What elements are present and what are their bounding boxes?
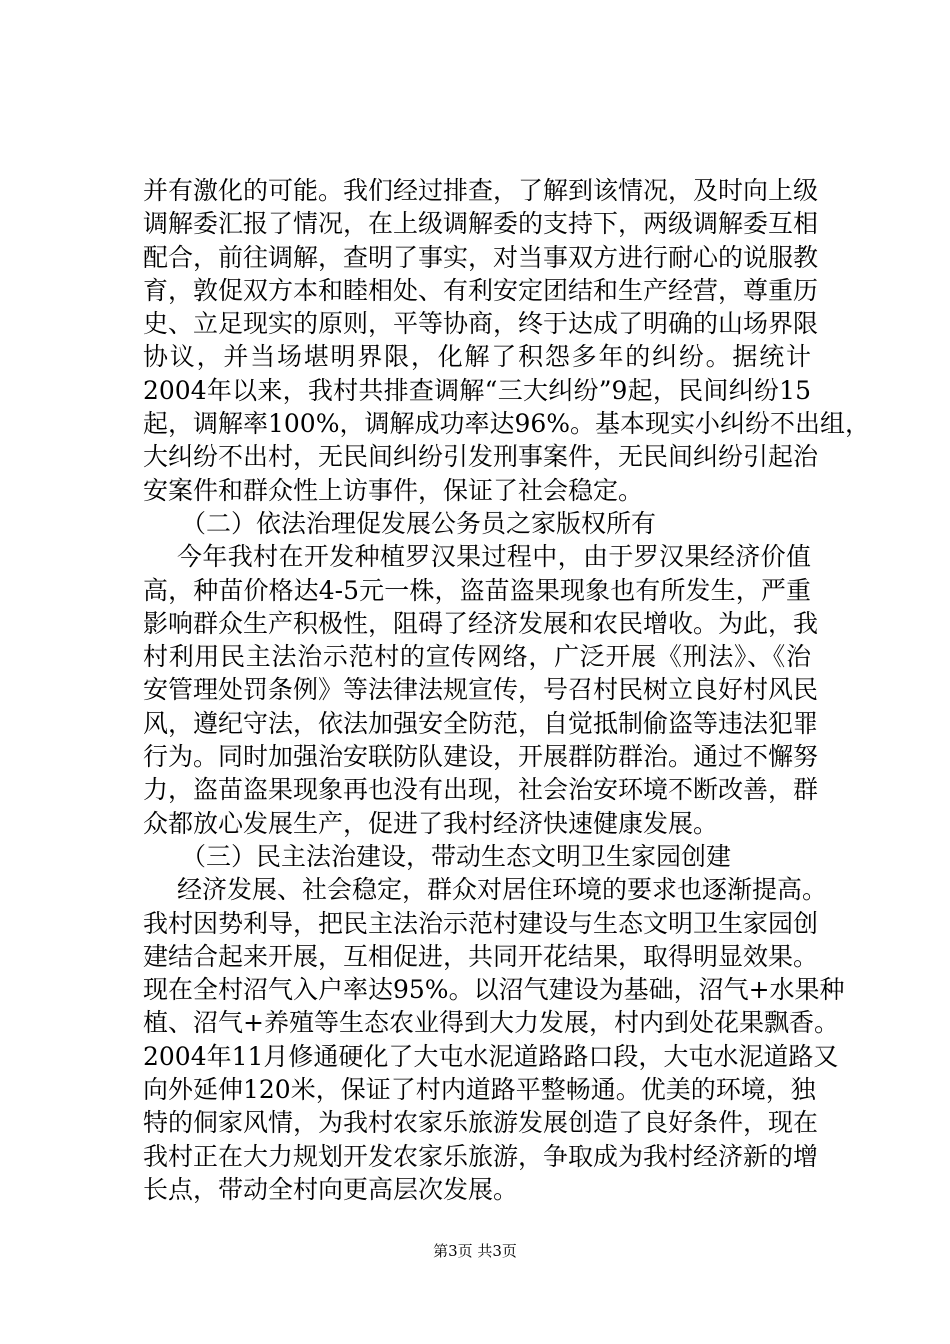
text-line: 向外延伸120米，保证了村内道路平整畅通。优美的环境，独 [143,1075,816,1105]
text-line: 我村因势利导，把民主法治示范村建设与生态文明卫生家园创 [143,908,819,938]
text-line: 起，调解率100%，调解成功率达96%。基本现实小纠纷不出组， [143,409,871,439]
text-line: 现在全村沼气入户率达95%。以沼气建设为基础，沼气+水果种 [143,975,845,1005]
text-line: 高，种苗价格达4-5元一株，盗苗盗果现象也有所发生，严重 [143,575,811,605]
text-line: 特的侗家风情，为我村农家乐旅游发展创造了良好条件，现在 [143,1108,819,1138]
text-line: 影响群众生产积极性，阻碍了经济发展和农民增收。为此，我 [143,608,819,638]
text-line: 安案件和群众性上访事件，保证了社会稳定。 [143,475,644,505]
text-line: 力，盗苗盗果现象再也没有出现，社会治安环境不断改善，群 [143,775,819,805]
text-line: 行为。同时加强治安联防队建设，开展群防群治。通过不懈努 [143,742,819,772]
text-line: 并有激化的可能。我们经过排查，了解到该情况，及时向上级 [143,176,819,205]
text-line: 植、沼气+养殖等生态农业得到大力发展，村内到处花果飘香。 [143,1008,839,1038]
text-line: 大纠纷不出村，无民间纠纷引发刑事案件，无民间纠纷引起治 [143,442,819,472]
text-line: 村利用民主法治示范村的宣传网络，广泛开展《刑法》、《治 [143,642,811,672]
section-heading: （三）民主法治建设，带动生态文明卫生家园创建 [181,841,732,871]
body-text [143,174,871,1206]
text-line: 众都放心发展生产，促进了我村经济快速健康发展。 [143,808,719,838]
page-footer [0,1241,950,1261]
text-line: 协议，并当场堪明界限，化解了积怨多年的纠纷。据统计 [143,342,811,372]
text-line: 今年我村在开发种植罗汉果过程中，由于罗汉果经济价值 [177,542,811,572]
text-line: 建结合起来开展，互相促进，共同开花结果，取得明显效果。 [143,941,819,971]
text-line: 史、立足现实的原则，平等协商，终于达成了明确的山场界限 [143,309,819,339]
text-line: 我村正在大力规划开发农家乐旅游，争取成为我村经济新的增 [143,1141,819,1171]
text-line: 育，敦促双方本和睦相处、有利安定团结和生产经营，尊重历 [143,275,819,305]
text-line: 调解委汇报了情况，在上级调解委的支持下，两级调解委互相 [143,209,819,239]
text-line: 2004年11月修通硬化了大屯水泥道路路口段，大屯水泥道路又 [143,1041,839,1071]
text-line: 配合，前往调解，查明了事实，对当事双方进行耐心的说服教 [143,242,819,272]
text-line: 安管理处罚条例》等法律法规宣传，号召村民树立良好村风民 [143,675,819,705]
text-line: 风，遵纪守法，依法加强安全防范，自觉抵制偷盗等违法犯罪 [143,708,819,738]
section-heading: （二）依法治理促发展公务员之家版权所有 [181,508,657,538]
page-number: 第3页 共3页 [433,1242,517,1260]
text-line: 经济发展、社会稳定，群众对居住环境的要求也逐渐提高。 [177,875,828,905]
text-line: 2004年以来，我村共排查调解“三大纠纷”9起，民间纠纷15 [143,375,811,405]
text-line: 长点，带动全村向更高层次发展。 [143,1174,519,1204]
